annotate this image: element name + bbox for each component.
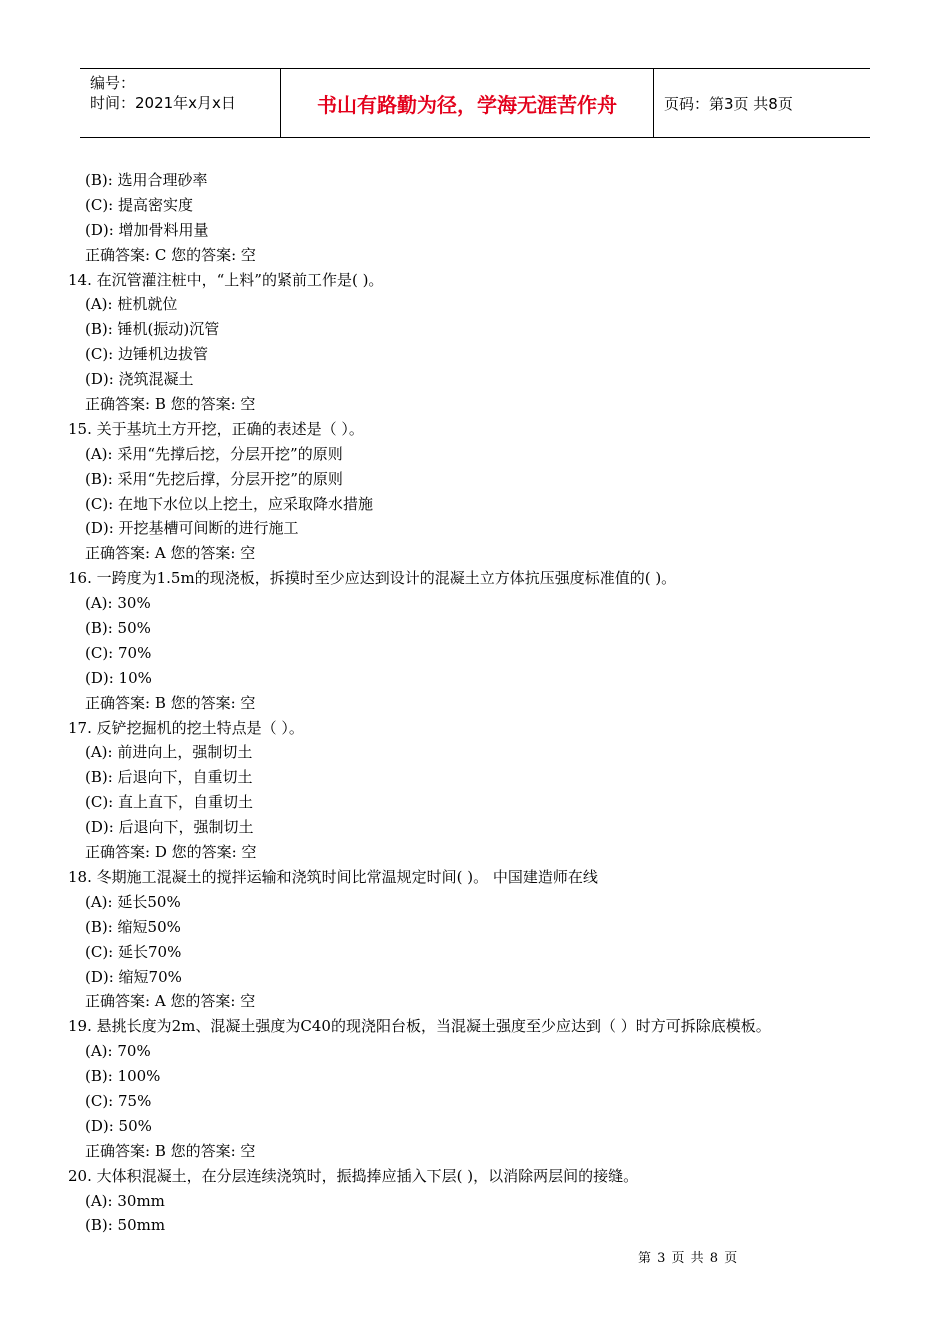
answer-option: (B): 采用“先挖后撑，分层开挖”的原则 (85, 469, 343, 488)
answer-option: (B): 锤机(振动)沉管 (85, 320, 220, 339)
answer-option: (C): 提高密实度 (85, 195, 194, 214)
answer-key: 正确答案: A 您的答案: 空 (85, 544, 256, 563)
question-stem: 19. 悬挑长度为2m、混凝土强度为C40的现浇阳台板，当混凝土强度至少应达到（ ）时方可拆除底模板。 (68, 1017, 771, 1036)
answer-option: (D): 增加骨料用量 (85, 220, 209, 239)
answer-option: (D): 10% (85, 668, 152, 687)
answer-option: (C): 延长70% (85, 942, 182, 961)
answer-option: (A): 延长50% (85, 892, 181, 911)
question-stem: 17. 反铲挖掘机的挖土特点是（ ）。 (68, 718, 304, 737)
time-label: 时间：2021年x月x日 (90, 94, 236, 112)
answer-option: (B): 50% (85, 619, 151, 638)
answer-option: (A): 30% (85, 594, 151, 613)
page-header (80, 68, 870, 138)
question-stem: 20. 大体积混凝土，在分层连续浇筑时，振捣捧应插入下层( )，以消除两层间的接缝。 (68, 1166, 639, 1185)
question-stem: 18. 冬期施工混凝土的搅拌运输和浇筑时间比常温规定时间( )。 中国建造师在线 (68, 867, 598, 886)
answer-option: (B): 缩短50% (85, 917, 181, 936)
question-list (68, 168, 888, 1238)
answer-option: (C): 直上直下，自重切土 (85, 793, 254, 812)
answer-option: (A): 前进向上，强制切土 (85, 743, 253, 762)
answer-option: (B): 选用合理砂率 (85, 171, 208, 189)
answer-option: (A): 采用“先撑后挖，分层开挖”的原则 (85, 444, 343, 463)
answer-option: (C): 75% (85, 1091, 152, 1110)
answer-option: (A): 30mm (85, 1191, 165, 1210)
answer-key: 正确答案: B 您的答案: 空 (85, 1141, 256, 1160)
answer-key: 正确答案: B 您的答案: 空 (85, 693, 256, 712)
answer-option: (B): 50mm (85, 1216, 166, 1235)
question-stem: 14. 在沉管灌注桩中，“上料”的紧前工作是( )。 (68, 270, 384, 289)
question-stem: 15. 关于基坑土方开挖，正确的表述是（ ）。 (68, 419, 364, 438)
answer-option: (D): 50% (85, 1116, 152, 1135)
page-footer: 第 3 页 共 8 页 (638, 1251, 739, 1266)
answer-option: (C): 在地下水位以上挖土，应采取降水措施 (85, 494, 374, 513)
header-meta (80, 69, 281, 137)
header-page-info: 页码：第3页 共8页 (664, 94, 793, 113)
question-stem: 16. 一跨度为1.5m的现浇板，拆摸时至少应达到设计的混凝土立方体抗压强度标准值的( )。 (68, 569, 677, 588)
answer-option: (A): 70% (85, 1042, 151, 1061)
answer-option: (B): 100% (85, 1067, 161, 1086)
answer-option: (D): 缩短70% (85, 967, 182, 986)
answer-key: 正确答案: D 您的答案: 空 (85, 843, 257, 862)
answer-option: (C): 边锤机边拔管 (85, 345, 209, 364)
answer-option: (D): 开挖基槽可间断的进行施工 (85, 519, 299, 538)
answer-option: (A): 桩机就位 (85, 295, 178, 314)
answer-key: 正确答案: B 您的答案: 空 (85, 395, 256, 414)
answer-option: (C): 70% (85, 643, 152, 662)
header-motto: 书山有路勤为径，学海无涯苦作舟 (281, 69, 654, 137)
answer-option: (B): 后退向下，自重切土 (85, 768, 253, 787)
number-label: 编号： (90, 74, 136, 92)
answer-option: (D): 后退向下，强制切土 (85, 818, 254, 837)
answer-key: 正确答案: C 您的答案: 空 (85, 245, 256, 264)
answer-key: 正确答案: A 您的答案: 空 (85, 992, 256, 1011)
answer-option: (D): 浇筑混凝土 (85, 370, 194, 389)
